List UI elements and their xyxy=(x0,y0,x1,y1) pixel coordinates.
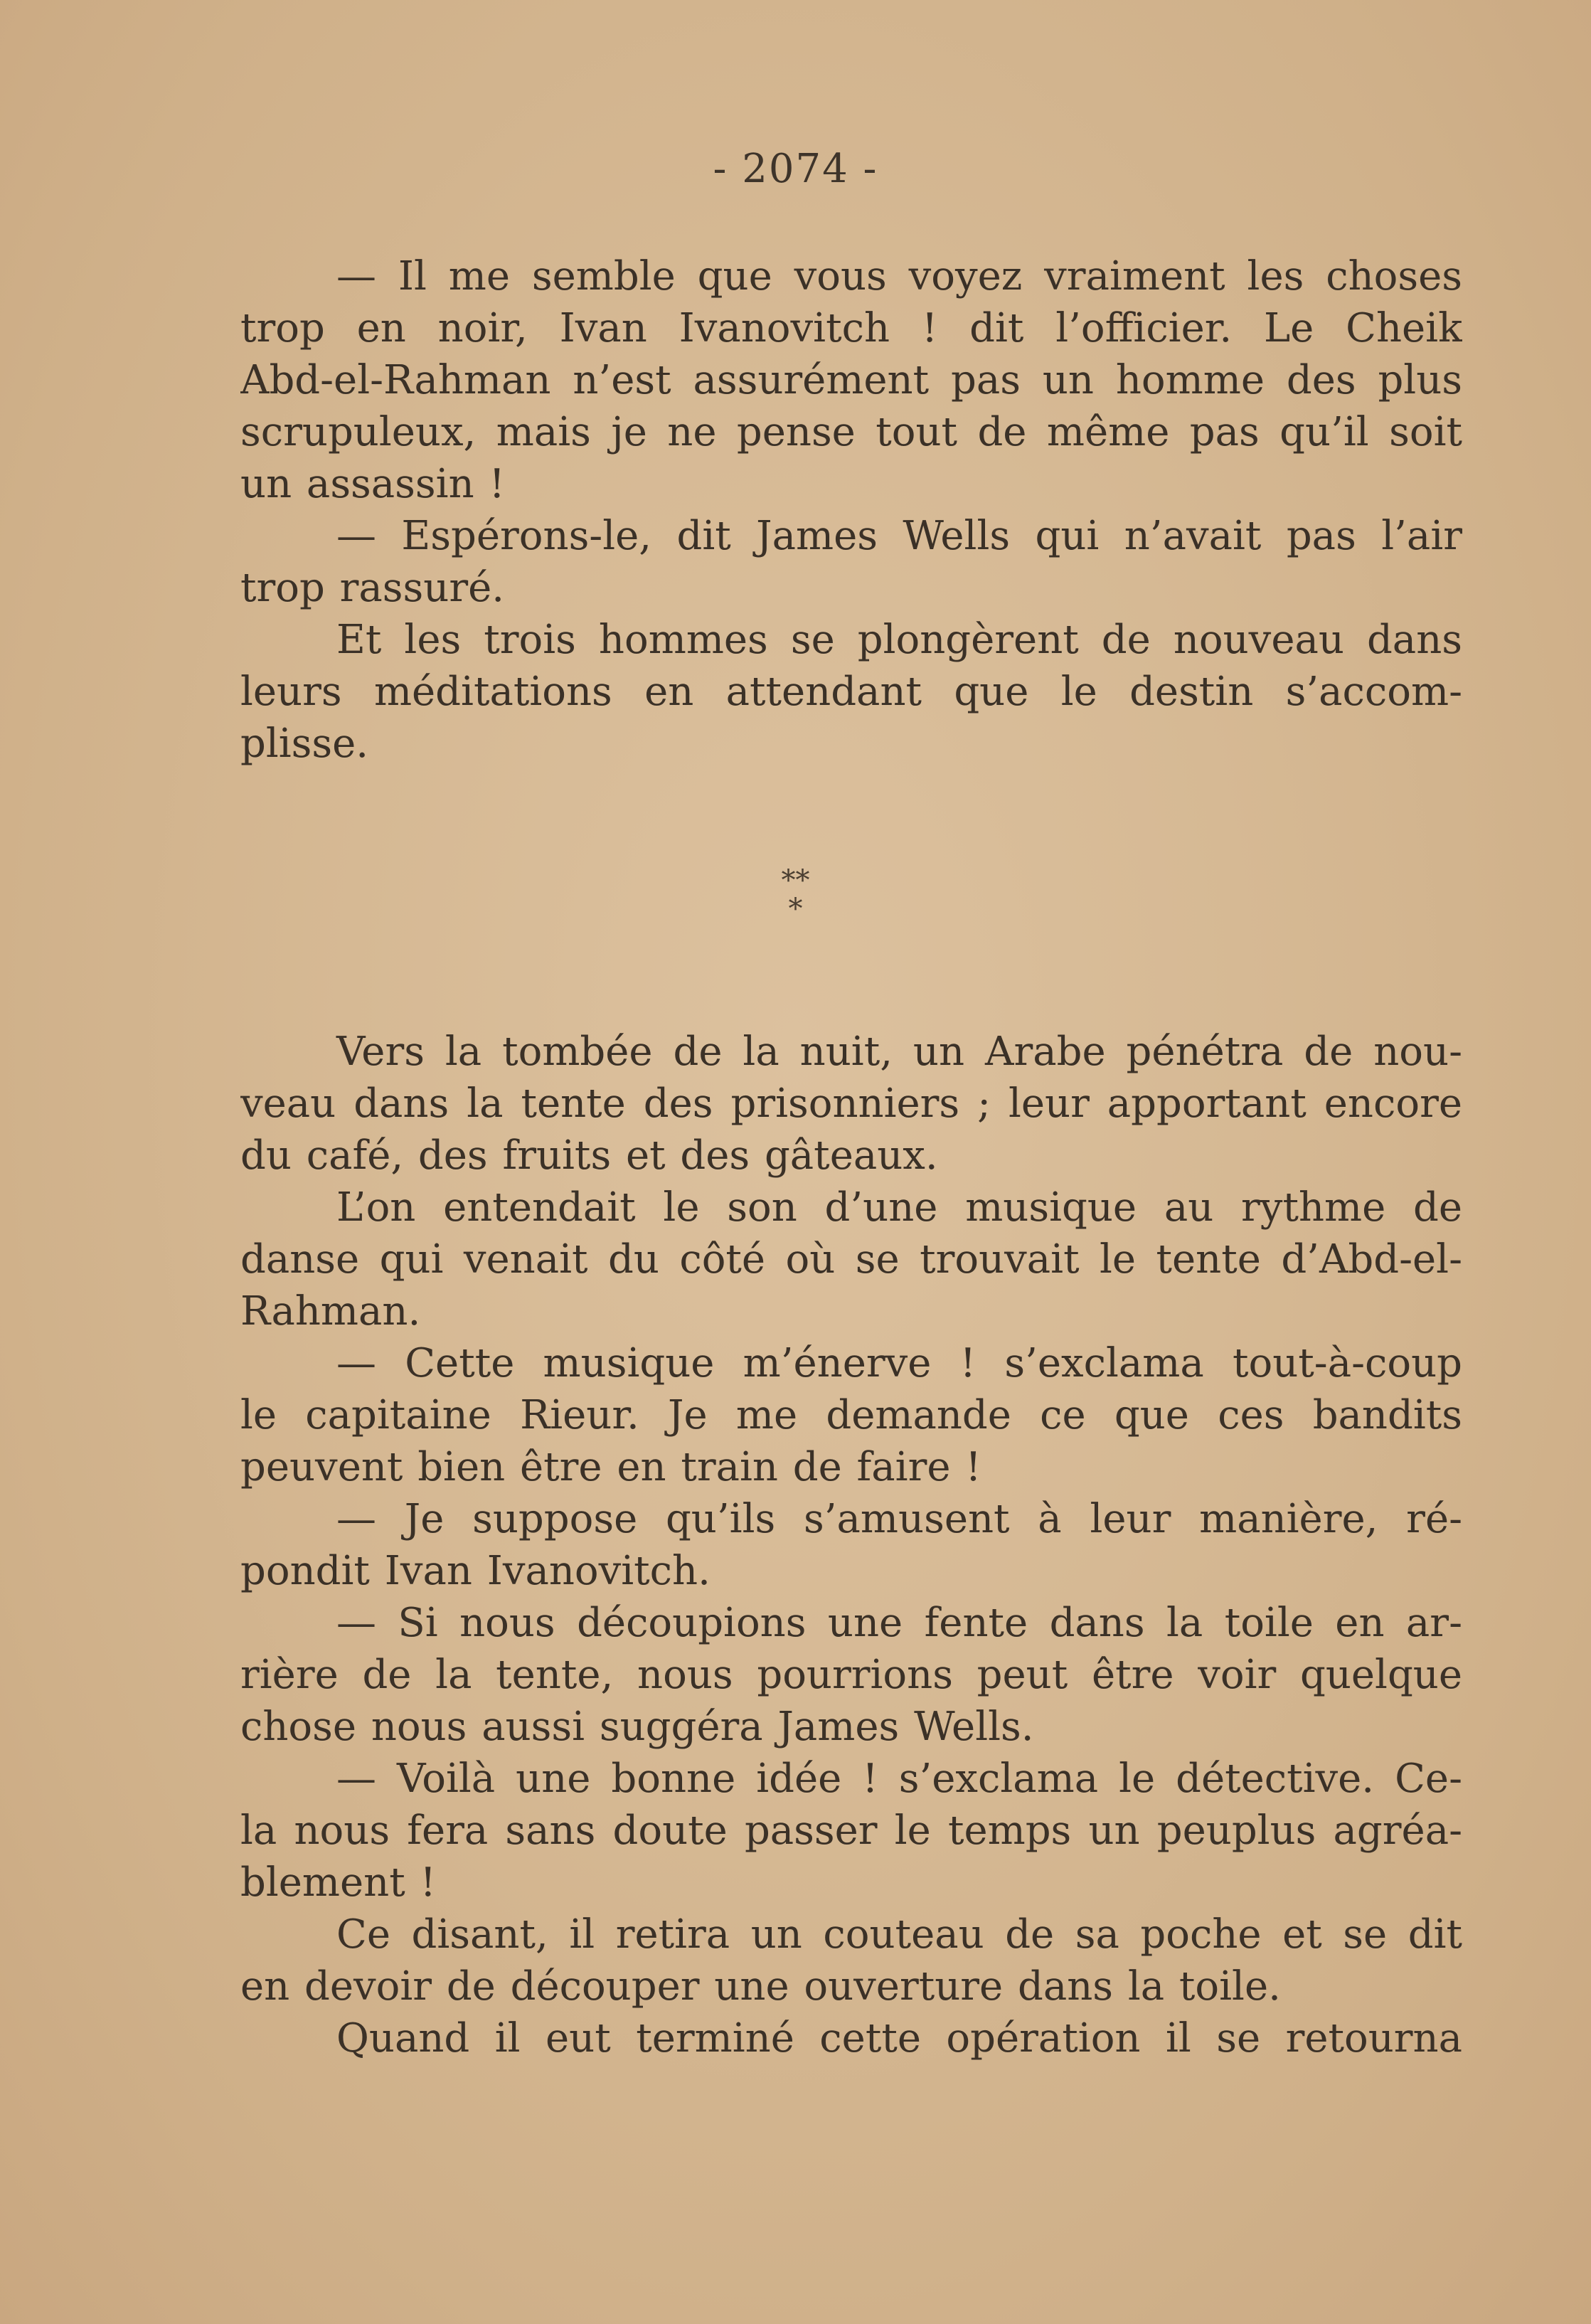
asterism-top: ** xyxy=(781,864,810,897)
text-line: L’on entendait le son d’une musique au rythme de xyxy=(336,1184,1462,1231)
text-line: Ce disant, il retira un couteau de sa poche et se dit xyxy=(336,1911,1462,1958)
text-line: chose nous aussi suggéra James Wells. xyxy=(240,1704,1034,1750)
text-line: — Espérons-le, dit James Wells qui n’avait pas l’air xyxy=(336,513,1462,559)
text-line: du café, des fruits et des gâteaux. xyxy=(240,1132,938,1179)
paragraph xyxy=(240,1026,1462,1182)
text-line: la nous fera sans doute passer le temps un peuplus agréa- xyxy=(240,1808,1462,1854)
paragraph xyxy=(240,1182,1462,1337)
text-block-after-break xyxy=(240,1026,1462,2064)
text-line: blement ! xyxy=(240,1859,437,1906)
paragraph xyxy=(240,510,1462,614)
paragraph xyxy=(240,614,1462,770)
text-line: Quand il eut terminé cette opération il se retourna xyxy=(336,2015,1462,2062)
text-line: danse qui venait du côté où se trouvait le tente d’Abd-el- xyxy=(240,1236,1462,1283)
text-line: Et les trois hommes se plongèrent de nouveau dans xyxy=(336,617,1462,663)
text-line: Rahman. xyxy=(240,1288,421,1335)
text-line: trop rassuré. xyxy=(240,565,505,611)
text-line: veau dans la tente des prisonniers ; leur apportant encore xyxy=(240,1081,1462,1127)
paragraph xyxy=(240,1597,1462,1753)
paragraph xyxy=(240,1753,1462,1909)
text-line: Abd-el-Rahman n’est assurément pas un homme des plus xyxy=(240,357,1462,403)
text-line: trop en noir, Ivan Ivanovitch ! dit l’officier. Le Cheik xyxy=(240,305,1462,351)
paragraph xyxy=(240,2012,1462,2064)
paragraph xyxy=(240,250,1462,510)
text-line: — Cette musique m’énerve ! s’exclama tout-à-coup xyxy=(336,1340,1462,1386)
paragraph xyxy=(240,1909,1462,2012)
section-break-asterism xyxy=(0,866,1591,923)
paragraph xyxy=(240,1337,1462,1493)
text-line: peuvent bien être en train de faire ! xyxy=(240,1444,981,1490)
asterism-bottom: * xyxy=(788,893,803,925)
text-line: plisse. xyxy=(240,721,369,767)
text-line: — Je suppose qu’ils s’amusent à leur manière, ré- xyxy=(336,1496,1462,1542)
text-block-before-break xyxy=(240,250,1462,770)
text-line: — Il me semble que vous voyez vraiment les choses xyxy=(336,253,1462,299)
page-number: - 2074 - xyxy=(713,146,878,192)
text-line: — Si nous découpions une fente dans la toile en ar- xyxy=(336,1600,1462,1646)
text-line: le capitaine Rieur. Je me demande ce que ces bandits xyxy=(240,1392,1462,1438)
text-line: scrupuleux, mais je ne pense tout de même pas qu’il soit xyxy=(240,409,1462,455)
paragraph xyxy=(240,1493,1462,1597)
text-line: en devoir de découper une ouverture dans la toile. xyxy=(240,1963,1281,2010)
text-line: Vers la tombée de la nuit, un Arabe pénétra de nou- xyxy=(336,1029,1462,1075)
text-line: pondit Ivan Ivanovitch. xyxy=(240,1548,711,1594)
text-line: — Voilà une bonne idée ! s’exclama le détective. Ce- xyxy=(336,1756,1462,1802)
text-line: leurs méditations en attendant que le destin s’accom- xyxy=(240,669,1462,715)
text-line: un assassin ! xyxy=(240,461,505,507)
text-line: rière de la tente, nous pourrions peut être voir quelque xyxy=(240,1652,1462,1698)
